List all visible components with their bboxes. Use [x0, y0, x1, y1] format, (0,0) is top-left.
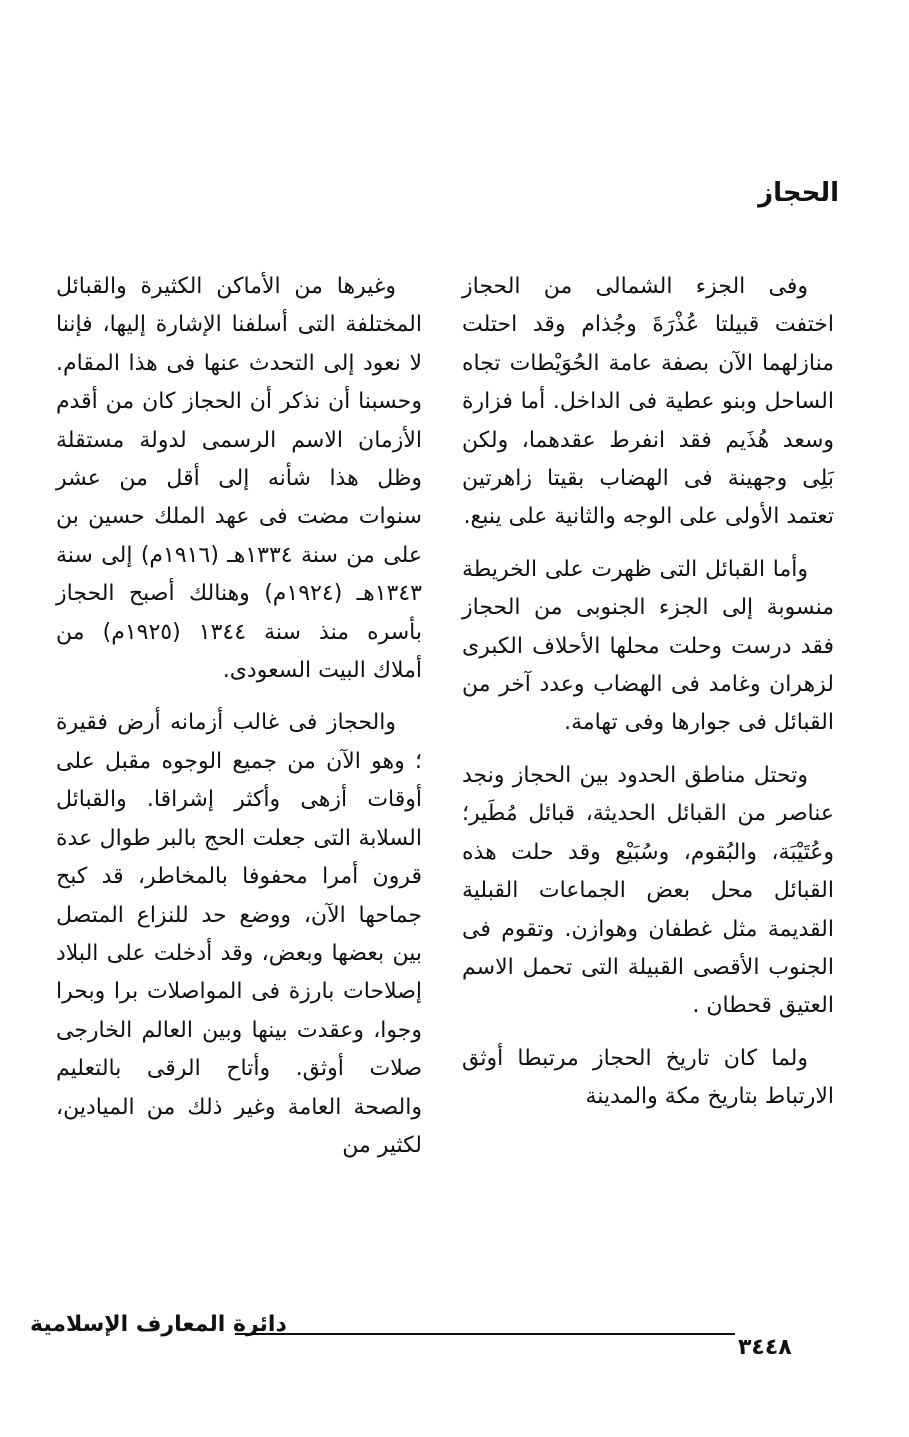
text-column-left: [56, 268, 422, 1179]
paragraph: وتحتل مناطق الحدود بين الحجاز ونجد عناصر من القبائل الحديثة، قبائل مُطَير؛ وعُتَيْبَة، والبُقوم، وسُبَيْع وقد حلت هذه القبائل محل بعض الجماعات القبلية القديمة مثل غطفان وهوازن. وتقوم فى الجنوب الأقصى القبيلة التى تحمل الاسم العتيق قحطان .: [462, 762, 834, 1019]
footer-divider: [235, 1333, 735, 1335]
footer-publication-title: دائرة المعارف الإسلامية: [30, 1312, 287, 1337]
paragraph: ولما كان تاريخ الحجاز مرتبطا أوثق الارتباط بتاريخ مكة والمدينة: [462, 1045, 834, 1110]
paragraph: وغيرها من الأماكن الكثيرة والقبائل المختلفة التى أسلفنا الإشارة إليها، فإننا لا نعود إلى التحدث عنها فى هذا المقام. وحسبنا أن نذكر أن الحجاز كان من أقدم الأزمان الاسم الرسمى لدولة مستقلة وظل هذا شأنه إلى أقل من عشر سنوات مضت فى عهد الملك حسين بن على من سنة ١٣٣٤هـ (١٩١٦م) إلى سنة ١٣٤٣هـ (١٩٢٤م) وهنالك أصبح الحجاز بأسره منذ سنة ١٣٤٤ (١٩٢٥م) من أملاك البيت السعودى.: [56, 274, 423, 684]
page-header-title: الحجاز: [758, 178, 839, 208]
paragraph: وفى الجزء الشمالى من الحجاز اختفت قبيلتا عُذْرَةَ وجُذام وقد احتلت منازلهما الآن بصفة عامة الحُوَيْطات تجاه الساحل وبنو عطية فى الداخل. أما فزارة وسعد هُذَيم فقد انفرط عقدهما، ولكن بَلِى وجهينة فى الهضاب بقيتا زاهرتين تعتمد الأولى على الوجه والثانية على ينبع.: [462, 274, 834, 530]
page-number: ٣٤٤٨: [738, 1335, 792, 1360]
paragraph: والحجاز فى غالب أزمانه أرض فقيرة ؛ وهو الآن من جميع الوجوه مقبل على أوقات أزهى وأكثر إشراقا. والقبائل السلابة التى جعلت الحج بالبر طوال عدة قرون أمرا محفوفا بالمخاطر، قد كبح جماحها الآن، ووضع حد للنزاع المتصل بين بعضها وبعض، وقد أدخلت على البلاد إصلاحات بارزة فى المواصلات برا وبحرا وجوا، وعقدت بينها وبين العالم الخارجى صلات أوثق. وأتاح الرقى بالتعليم والصحة العامة وغير ذلك من الميادين، لكثير من: [56, 710, 422, 1158]
paragraph: وأما القبائل التى ظهرت على الخريطة منسوبة إلى الجزء الجنوبى من الحجاز فقد درست وحلت محلها الأحلاف الكبرى لزهران وغامد فى الهضاب وعدد آخر من القبائل فى جوارها وفى تهامة.: [462, 556, 834, 736]
text-column-right: [462, 268, 834, 1131]
